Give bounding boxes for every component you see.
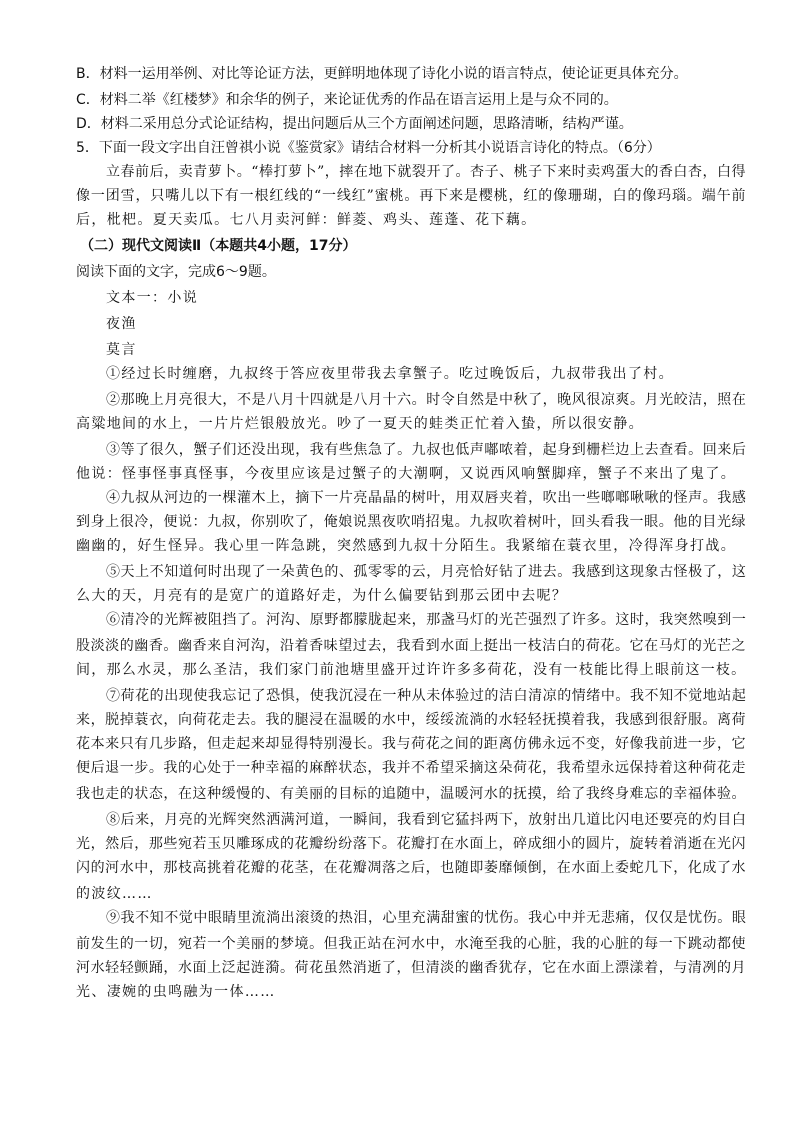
story-line: 前发生的一切，宛若一个美丽的梦境。但我正站在河水中，水淹至我的心脏，我的心脏的每一下跳动都使 [76, 936, 747, 952]
excerpt-line: 立春前后，卖青萝卜。“棒打萝卜”，摔在地下就裂开了。杏子、桃子下来时卖鸡蛋大的香白杏，白得 [106, 164, 747, 180]
option-b: B．材料一运用举例、对比等论证方法，更鲜明地体现了诗化小说的语言特点，使论证更具体充分。 [76, 66, 688, 82]
story-line: ⑨我不知不觉中眼睛里流淌出滚烫的热泪，心里充满甜蜜的忧伤。我心中并无悲痛，仅仅是忧伤。眼 [106, 910, 747, 926]
section-heading: （二）现代文阅读Ⅱ（本题共4小题，17分） [80, 238, 357, 254]
story-line: 光、凄婉的虫鸣融为一体…… [76, 984, 276, 1000]
story-line: ⑦荷花的出现使我忘记了恐惧，使我沉浸在一种从未体验过的洁白清凉的情绪中。我不知不觉地站起 [106, 688, 747, 704]
story-line: ④九叔从河边的一棵灌木上，摘下一片亮晶晶的树叶，用双唇夹着，吹出一些啷啷啾啾的怪声。我感 [106, 490, 747, 506]
story-line: 到身上很冷，便说：九叔，你别吹了，俺娘说黑夜吹哨招鬼。九叔吹着树叶，回头看我一眼。他的目光绿 [76, 514, 747, 530]
story-line: 河水轻轻颤踊，水面上泛起涟漪。荷花虽然消逝了，但清淡的幽香犹存，它在水面上漂漾着，与清冽的月 [76, 960, 747, 976]
story-line: ⑥清冷的光辉被阻挡了。河沟、原野都朦胧起来，那盏马灯的光芒强烈了许多。这时，我突然嗅到一 [106, 612, 747, 628]
story-line: 光，然后，那些宛若玉贝雕琢成的花瓣纷纷落下。花瓣打在水面上，碎成细小的圆片，旋转着消逝在光闪 [76, 836, 747, 852]
story-title: 夜渔 [106, 316, 137, 332]
excerpt-line: 后，枇杷。夏天卖瓜。七八月卖河鲜：鲜菱、鸡头、莲蓬、花下藕。 [76, 212, 537, 228]
story-line: 花本来只有几步路，但走起来却显得特别漫长。我与荷花之间的距离仿佛永远不变，好像我前进一步，它 [76, 736, 747, 752]
story-line: ⑤天上不知道何时出现了一朵黄色的、孤零零的云，月亮恰好钻了进去。我感到这现象古怪极了，这 [106, 564, 747, 580]
story-line: 间，那么水灵，那么圣洁，我们家门前池塘里盛开过许许多多荷花，没有一枝能比得上眼前这一枝。 [76, 662, 747, 678]
story-line: 便后退一步。我的心处于一种幸福的麻醉状态，我并不希望采摘这朵荷花，我希望永远保持着这种荷花走 [76, 760, 747, 776]
section-instruction: 阅读下面的文字，完成6～9题。 [76, 264, 276, 280]
story-line: ⑧后来，月亮的光辉突然洒满河道，一瞬间，我看到它猛抖两下，放射出几道比闪电还要亮的灼目白 [106, 812, 747, 828]
story-line: 的波纹…… [76, 886, 153, 902]
story-line: ①经过长时缠磨，九叔终于答应夜里带我去拿蟹子。吃过晚饭后，九叔带我出了村。 [106, 366, 674, 382]
story-line: ③等了很久，蟹子们还没出现，我有些焦急了。九叔也低声嘟哝着，起身到栅栏边上去查看。回来后 [106, 442, 747, 458]
story-author: 莫言 [106, 342, 137, 358]
story-line: 么大的天，月亮有的是宽广的道路好走，为什么偏要钻到那云团中去呢？ [76, 588, 568, 604]
option-d: D．材料二采用总分式论证结构，提出问题后从三个方面阐述问题，思路清晰，结构严谨。 [76, 116, 633, 132]
question-5-prompt: 5．下面一段文字出自汪曾祺小说《鉴赏家》请结合材料一分析其小说语言诗化的特点。（6分） [76, 140, 661, 156]
story-line: ②那晚上月亮很大，不是八月十四就是八月十六。时令自然是中秋了，晚风很凉爽。月光皎洁，照在 [106, 392, 747, 408]
story-line: 高粱地间的水上，一片片烂银般放光。吵了一夏天的蛙类正忙着入蛰，所以很安静。 [76, 416, 644, 432]
option-c: C．材料二举《红楼梦》和余华的例子，来论证优秀的作品在语言运用上是与众不同的。 [76, 92, 618, 108]
excerpt-line: 像一团雪，只嘴儿以下有一根红线的“一线红”蜜桃。再下来是樱桃，红的像珊瑚，白的像玛瑙。端午前 [76, 188, 747, 204]
story-line: 股淡淡的幽香。幽香来自河沟，沿着香味望过去，我看到水面上挺出一枝洁白的荷花。它在马灯的光芒之 [76, 638, 747, 654]
story-line: 我也走的状态，在这种缓慢的、有美丽的目标的追随中，温暖河水的抚摸，给了我终身难忘的幸福体验。 [76, 786, 747, 802]
story-line: 来，脱掉蓑衣，向荷花走去。我的腿浸在温暖的水中，绥绥流淌的水轻轻抚摸着我，我感到很舒服。离荷 [76, 712, 747, 728]
story-line: 闪的河水中，那枝高挑着花瓣的花茎，在花瓣凋落之后，也随即萎靡倾倒，在水面上委蛇几下，化成了水 [76, 860, 747, 876]
story-line: 他说：怪事怪事真怪事，今夜里应该是过蟹子的大潮啊，又说西风响蟹脚痒，蟹子不来出了鬼了。 [76, 466, 737, 482]
story-line: 幽幽的，好生怪异。我心里一阵急跳，突然感到九叔十分陌生。我紧缩在蓑衣里，冷得浑身打战。 [76, 538, 737, 554]
text-label: 文本一：小说 [106, 290, 199, 306]
